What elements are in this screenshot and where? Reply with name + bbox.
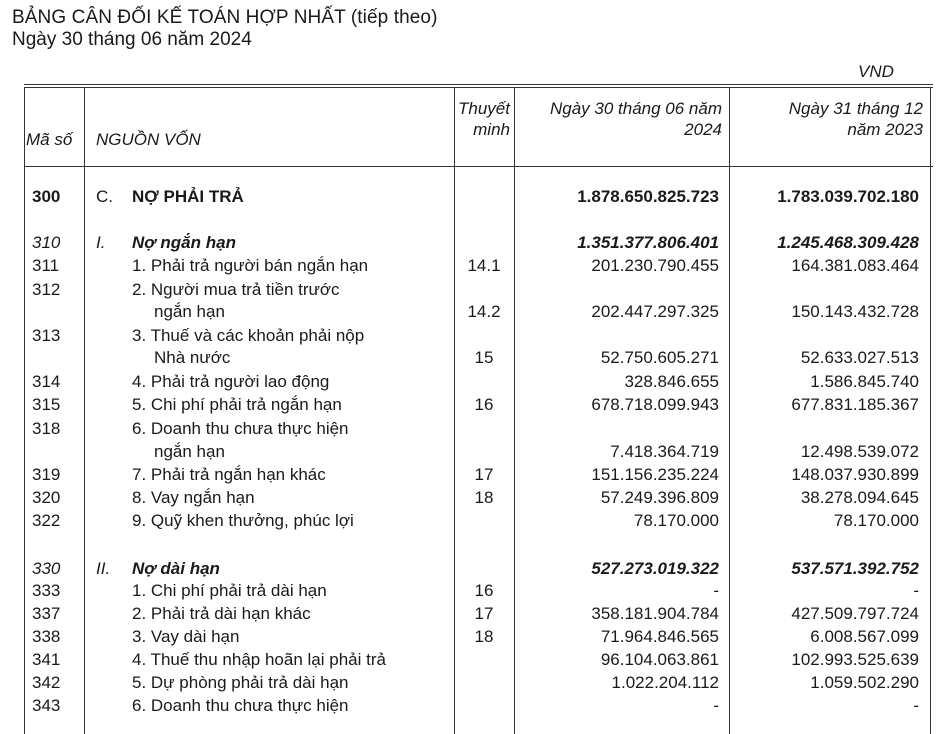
- row-value-2023: 150.143.432.728: [791, 302, 919, 321]
- row-value-2023: 78.170.000: [833, 511, 919, 530]
- row-note: 14.1: [467, 256, 501, 275]
- col-divider-code: [84, 88, 85, 734]
- row-value-2024: 151.156.235.224: [591, 465, 719, 484]
- row-note: 17: [474, 604, 494, 623]
- row-code: 322: [32, 511, 61, 530]
- row-value-2023: 677.831.185.367: [791, 395, 919, 414]
- row-note: 18: [474, 627, 494, 646]
- header-note-line1: Thuyết: [458, 99, 510, 118]
- row-note: 14.2: [467, 302, 501, 321]
- row-label-line2: ngắn hạn: [154, 442, 225, 461]
- row-value-2023: 1.586.845.740: [810, 372, 919, 391]
- row-value-2024: 78.170.000: [633, 511, 719, 530]
- row-value-2023: 148.037.930.899: [791, 465, 919, 484]
- header-bottom-border: [24, 166, 933, 167]
- row-label: 6. Doanh thu chưa thực hiện: [132, 419, 349, 438]
- row-value-2024: 1.022.204.112: [611, 673, 719, 692]
- row-value-2024: 202.447.297.325: [591, 302, 719, 321]
- row-value-2023: 102.993.525.639: [791, 650, 919, 669]
- col-divider-period1: [729, 88, 730, 734]
- header-period2-line2: năm 2023: [847, 120, 923, 139]
- row-value-2024: 1.351.377.806.401: [577, 233, 719, 252]
- report-title: BẢNG CÂN ĐỐI KẾ TOÁN HỢP NHẤT (tiếp theo): [12, 7, 438, 28]
- row-section: C.: [96, 187, 113, 206]
- row-label-line2: ngắn hạn: [154, 302, 225, 321]
- row-label: 3. Vay dài hạn: [132, 627, 240, 646]
- row-value-2023: 164.381.083.464: [791, 256, 919, 275]
- row-code: 310: [32, 233, 61, 252]
- row-code: 300: [32, 187, 61, 206]
- row-value-2023: 1.783.039.702.180: [777, 187, 919, 206]
- table-top-border: [24, 84, 933, 85]
- row-note: 18: [474, 488, 494, 507]
- row-label: NỢ PHẢI TRẢ: [132, 187, 244, 206]
- row-code: 333: [32, 581, 61, 600]
- row-value-2024: 678.718.099.943: [591, 395, 719, 414]
- row-label: Nợ ngắn hạn: [132, 233, 236, 252]
- row-code: 343: [32, 696, 61, 715]
- row-code: 311: [32, 256, 60, 275]
- col-divider-right: [930, 88, 931, 734]
- row-value-2023: 6.008.567.099: [810, 627, 919, 646]
- row-label: 1. Chi phí phải trả dài hạn: [132, 581, 327, 600]
- row-section: II.: [96, 559, 111, 578]
- row-value-2023: 12.498.539.072: [800, 442, 919, 461]
- row-note: 16: [474, 395, 494, 414]
- row-code: 319: [32, 465, 61, 484]
- row-label: Nợ dài hạn: [132, 559, 220, 578]
- row-label: 2. Phải trả dài hạn khác: [132, 604, 311, 623]
- row-code: 338: [32, 627, 61, 646]
- row-value-2023: 427.509.797.724: [791, 604, 919, 623]
- header-period1-line2: 2024: [684, 120, 722, 139]
- row-code: 313: [32, 326, 61, 345]
- row-value-2024: 201.230.790.455: [591, 256, 719, 275]
- row-value-2024: 328.846.655: [624, 372, 719, 391]
- row-code: 320: [32, 488, 61, 507]
- row-label-line2: Nhà nước: [154, 348, 231, 367]
- row-label: 5. Dự phòng phải trả dài hạn: [132, 673, 349, 692]
- row-note: 17: [474, 465, 494, 484]
- row-label: 2. Người mua trả tiền trước: [132, 280, 340, 299]
- row-code: 337: [32, 604, 61, 623]
- row-value-2024: -: [713, 581, 719, 600]
- col-divider-note: [514, 88, 515, 734]
- header-period2-line1: Ngày 31 tháng 12: [788, 99, 923, 118]
- row-code: 341: [32, 650, 61, 669]
- header-name: NGUỒN VỐN: [96, 130, 201, 149]
- row-label: 4. Thuế thu nhập hoãn lại phải trả: [132, 650, 386, 669]
- row-value-2024: 1.878.650.825.723: [577, 187, 719, 206]
- row-section: I.: [96, 233, 106, 252]
- row-value-2023: 38.278.094.645: [800, 488, 919, 507]
- row-value-2024: 57.249.396.809: [600, 488, 719, 507]
- row-code: 314: [32, 372, 61, 391]
- row-code: 330: [32, 559, 61, 578]
- row-label: 5. Chi phí phải trả ngắn hạn: [132, 395, 342, 414]
- row-note: 16: [474, 581, 494, 600]
- header-period1-line1: Ngày 30 tháng 06 năm: [549, 99, 722, 118]
- row-code: 315: [32, 395, 61, 414]
- currency-unit: VND: [858, 62, 894, 81]
- row-label: 6. Doanh thu chưa thực hiện: [132, 696, 349, 715]
- row-value-2024: 71.964.846.565: [600, 627, 719, 646]
- row-value-2023: -: [913, 581, 919, 600]
- row-label: 4. Phải trả người lao động: [132, 372, 330, 391]
- table-top-border-inner: [24, 87, 933, 88]
- row-code: 312: [32, 280, 61, 299]
- row-value-2024: 7.418.364.719: [610, 442, 719, 461]
- row-value-2023: 52.633.027.513: [800, 348, 919, 367]
- row-value-2023: 1.245.468.309.428: [777, 233, 919, 252]
- row-value-2024: 527.273.019.322: [591, 559, 719, 578]
- row-value-2023: -: [913, 696, 919, 715]
- header-note-line2: minh: [473, 120, 510, 139]
- report-date: Ngày 30 tháng 06 năm 2024: [12, 29, 252, 50]
- row-label: 9. Quỹ khen thưởng, phúc lợi: [132, 511, 354, 530]
- row-value-2024: 358.181.904.784: [591, 604, 719, 623]
- row-label: 7. Phải trả ngắn hạn khác: [132, 465, 326, 484]
- row-value-2023: 537.571.392.752: [791, 559, 919, 578]
- row-note: 15: [474, 348, 494, 367]
- row-value-2024: -: [713, 696, 719, 715]
- header-code: Mã số: [26, 130, 73, 149]
- row-label: 8. Vay ngắn hạn: [132, 488, 255, 507]
- row-code: 342: [32, 673, 61, 692]
- col-divider-left: [24, 88, 25, 734]
- row-label: 1. Phải trả người bán ngắn hạn: [132, 256, 369, 275]
- row-label: 3. Thuế và các khoản phải nộp: [132, 326, 365, 345]
- row-value-2024: 52.750.605.271: [600, 348, 719, 367]
- row-value-2023: 1.059.502.290: [810, 673, 919, 692]
- row-value-2024: 96.104.063.861: [600, 650, 719, 669]
- row-code: 318: [32, 419, 61, 438]
